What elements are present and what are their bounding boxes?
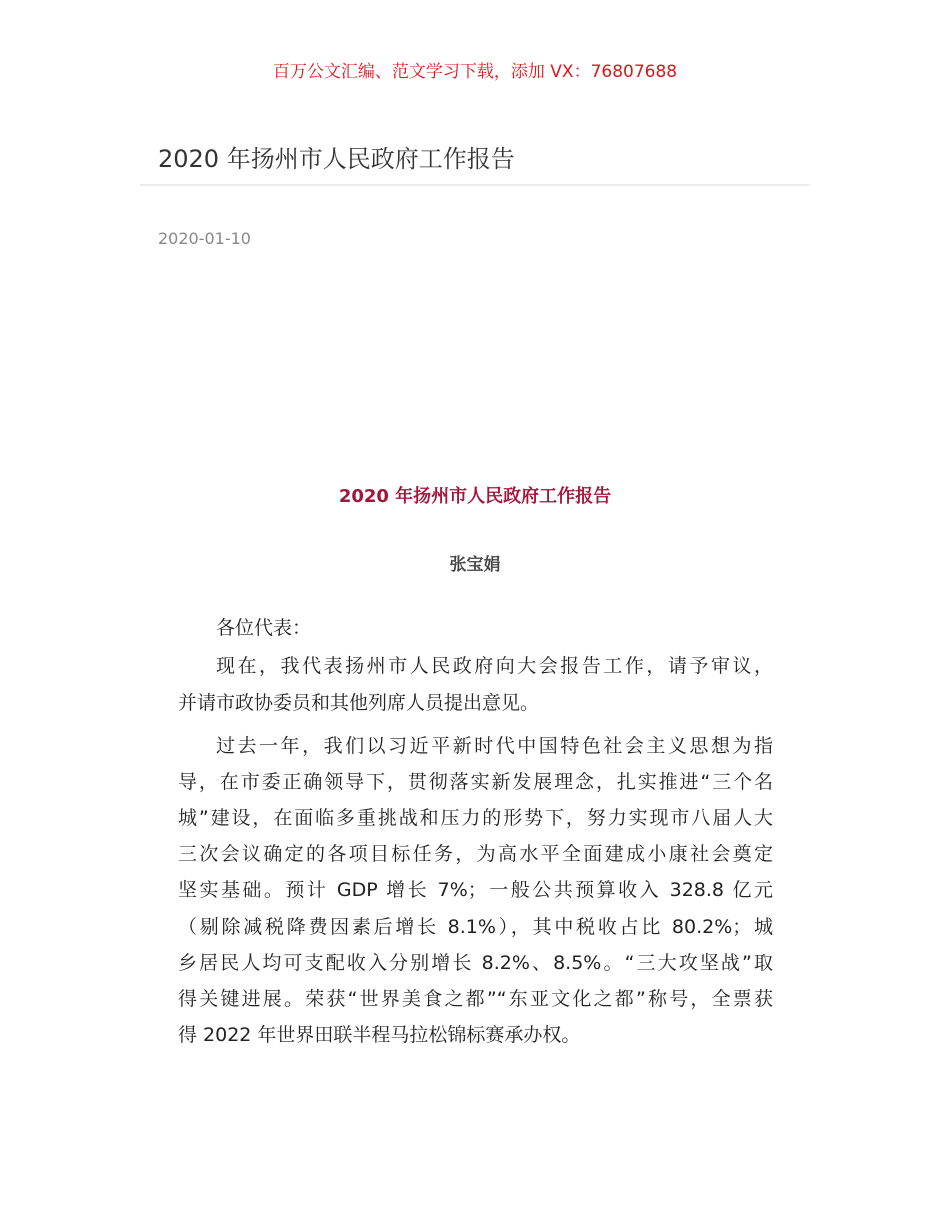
body-line: 乡居民人均可支配收入分别增长 8.2%、8.5%。“三大攻坚战”取 (178, 952, 773, 974)
document-title: 2020 年扬州市人民政府工作报告 (338, 486, 612, 507)
body-line: （剔除减税降费因素后增长 8.1%），其中税收占比 80.2%；城 (178, 916, 773, 938)
body-line: 三次会议确定的各项目标任务，为高水平全面建成小康社会奠定 (178, 843, 773, 865)
body-line: 现在，我代表扬州市人民政府向大会报告工作，请予审议， (216, 655, 773, 677)
publish-date: 2020-01-10 (158, 229, 251, 248)
body-line: 过去一年，我们以习近平新时代中国特色社会主义思想为指 (216, 735, 773, 757)
watermark-banner: 百万公文汇编、范文学习下载，添加 VX：76807688 (272, 62, 678, 82)
body-line: 得 2022 年世界田联半程马拉松锦标赛承办权。 (178, 1024, 581, 1046)
body-line: 并请市政协委员和其他列席人员提出意见。 (178, 692, 540, 714)
page-title: 2020 年扬州市人民政府工作报告 (158, 145, 515, 173)
salutation: 各位代表： (216, 617, 312, 639)
document-author: 张宝娟 (449, 555, 501, 575)
title-divider (140, 184, 810, 186)
body-line: 城”建设，在面临多重挑战和压力的形势下，努力实现市八届人大 (178, 807, 773, 829)
body-line: 导，在市委正确领导下，贯彻落实新发展理念，扎实推进“三个名 (178, 771, 773, 793)
body-line: 得关键进展。荣获“世界美食之都”“东亚文化之都”称号，全票获 (178, 988, 773, 1010)
body-line: 坚实基础。预计 GDP 增长 7%；一般公共预算收入 328.8 亿元 (178, 879, 773, 901)
